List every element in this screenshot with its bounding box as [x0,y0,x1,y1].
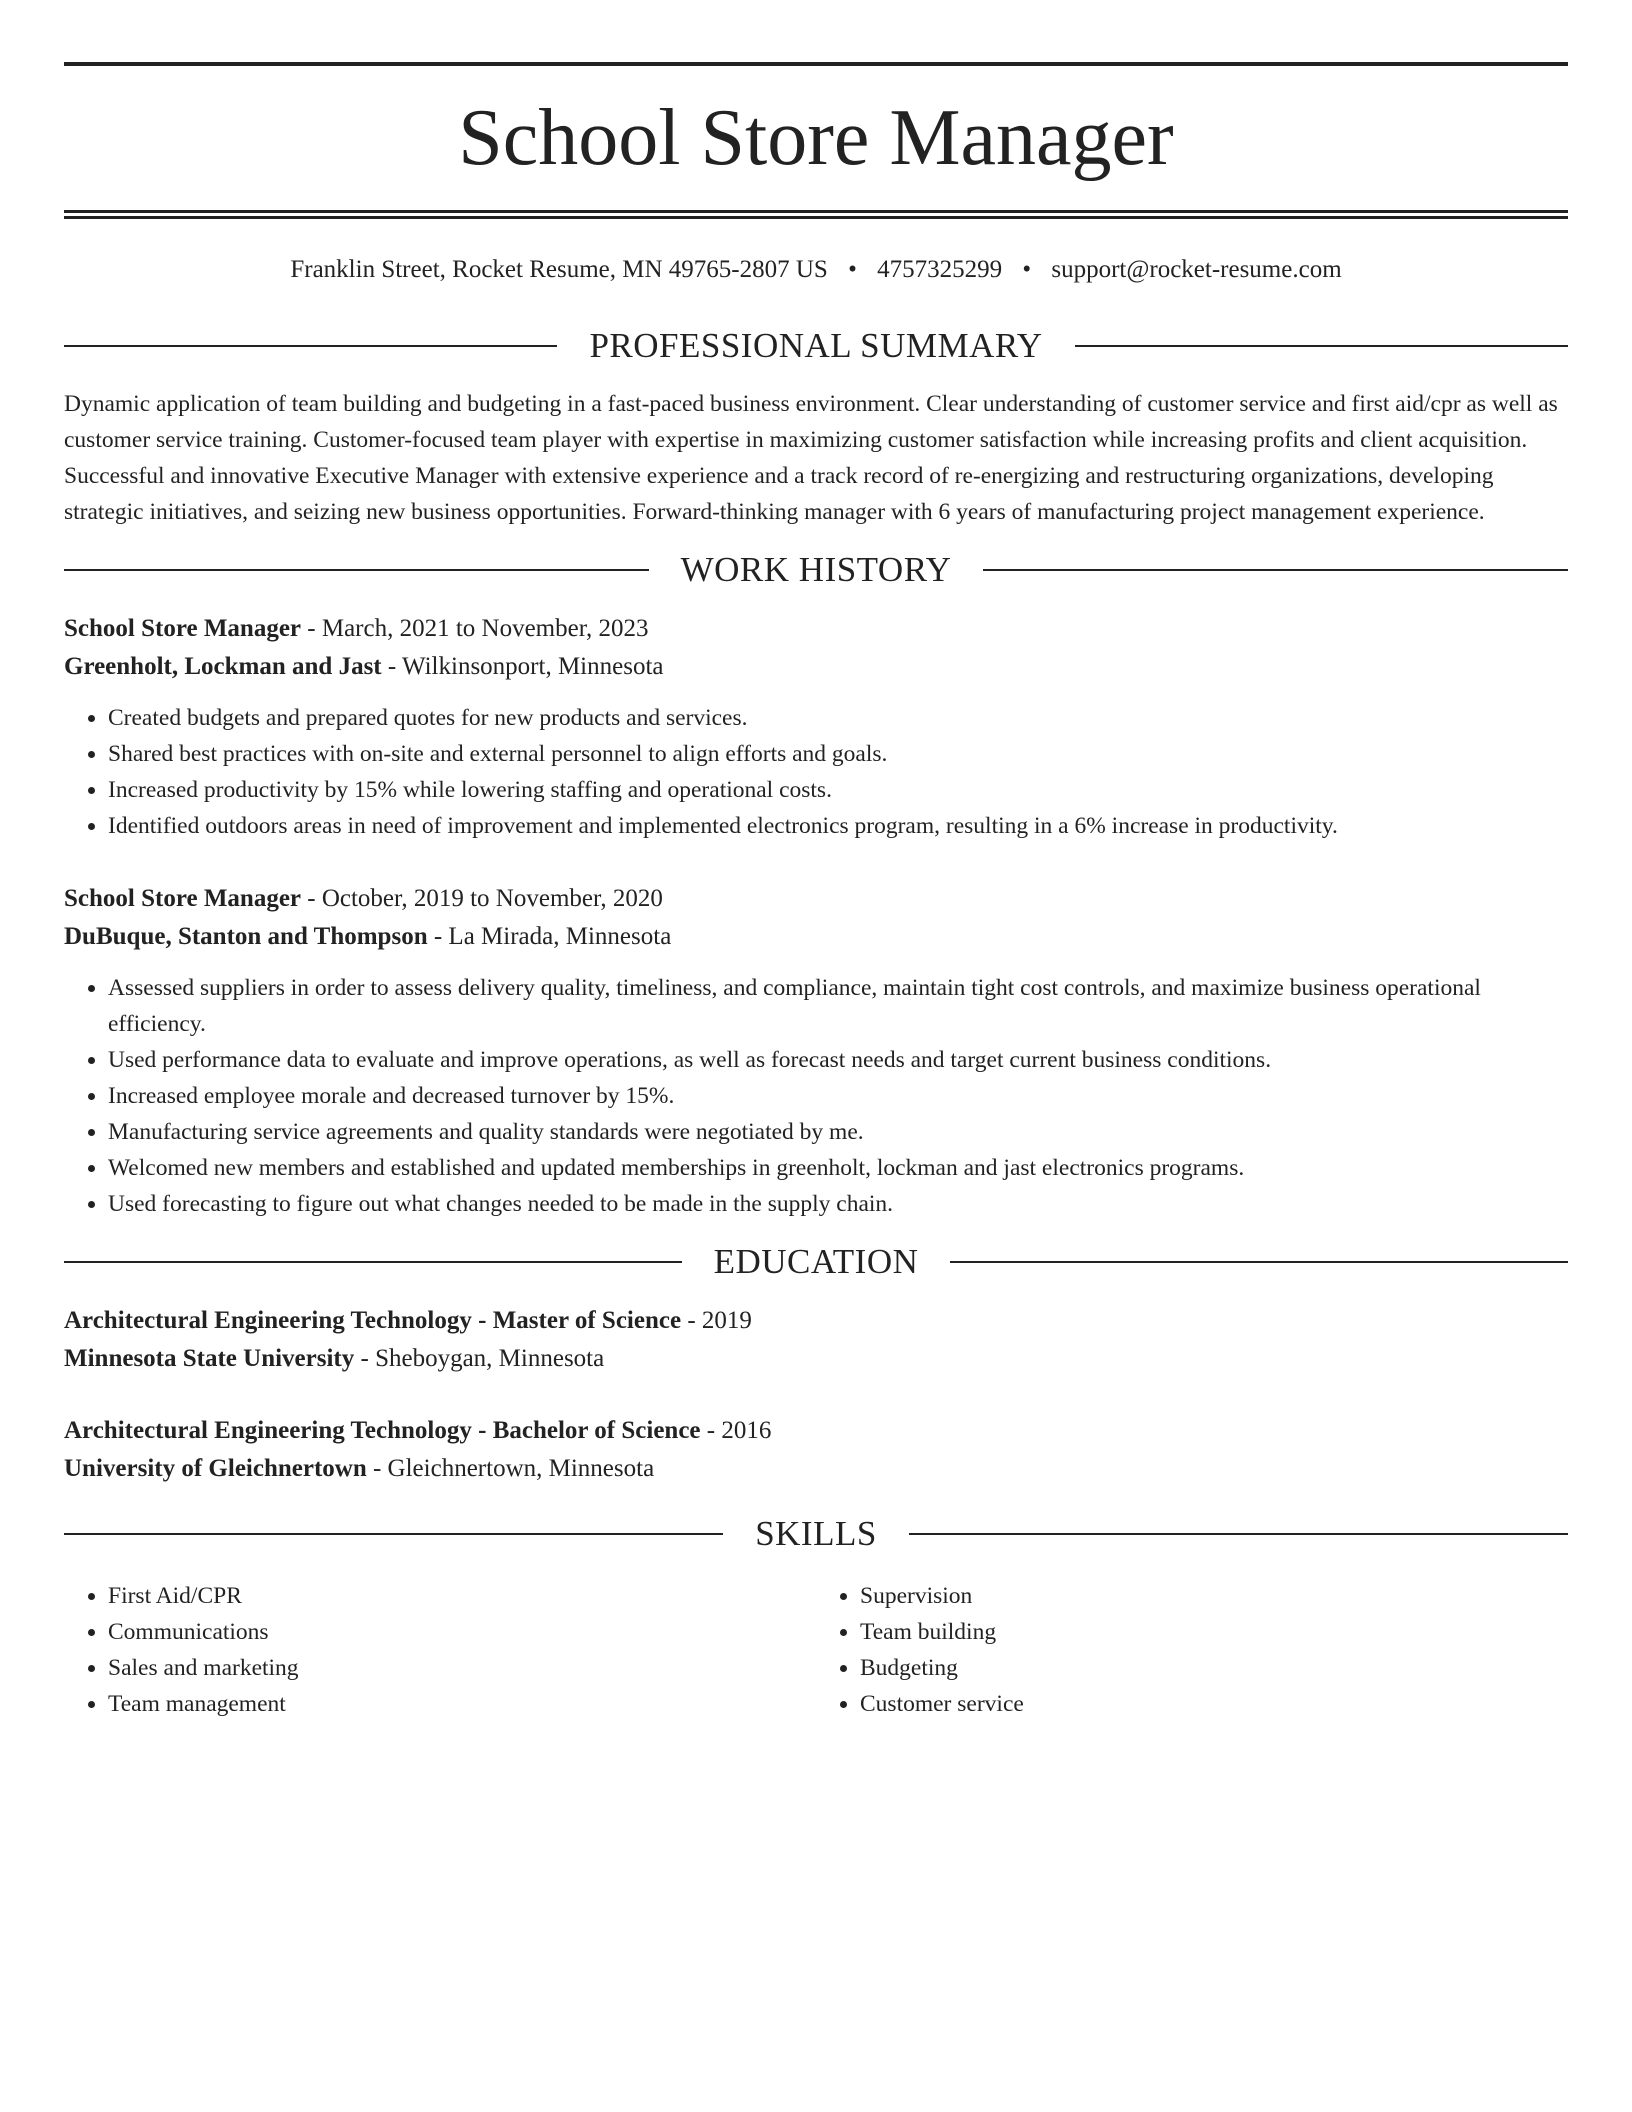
education-school-line [64,1450,1568,1488]
section-title: PROFESSIONAL SUMMARY [589,326,1043,365]
skills-grid [64,1578,1568,1722]
job-bullet: • Assessed suppliers in order to assess delivery quality, timeliness, and compliance, maintain tight cost controls, and maximize business operational efficiency. [108,970,1568,1042]
top-rule [64,62,1568,66]
job-bullets [64,700,1568,844]
section-title: SKILLS [755,1514,877,1553]
job-location: - La Mirada, Minnesota [427,923,672,950]
contact-address: Franklin Street, Rocket Resume, MN 49765-2807 US [290,256,828,283]
skill-item: • Team management [108,1686,816,1722]
heading-rule-left [64,1261,682,1263]
heading-rule-right [1075,345,1568,347]
job-company-line [64,918,1568,956]
title-double-rule [64,210,1568,219]
heading-rule-left [64,569,649,571]
skill-item: • Budgeting [860,1650,1568,1686]
job-bullet: • Used performance data to evaluate and improve operations, as well as forecast needs and target current business conditions. [108,1042,1568,1078]
job-bullet: • Increased employee morale and decreased turnover by 15%. [108,1078,1568,1114]
education-year: - 2016 [700,1417,772,1444]
page-title: School Store Manager [458,94,1174,182]
job-bullets [64,970,1568,1222]
section-heading-skills [64,1514,1568,1554]
skill-item: • Sales and marketing [108,1650,816,1686]
education-degree-line [64,1302,1568,1340]
education-location: - Sheboygan, Minnesota [354,1345,605,1372]
heading-rule-right [909,1533,1568,1535]
job-bullet: • Manufacturing service agreements and quality standards were negotiated by me. [108,1114,1568,1150]
education-location: - Gleichnertown, Minnesota [366,1455,655,1482]
job-bullet: • Increased productivity by 15% while lowering staffing and operational costs. [108,772,1568,808]
job-entry [64,880,1568,1222]
education-year: - 2019 [681,1307,752,1334]
resume-page [64,62,1568,1722]
job-bullet: • Welcomed new members and established and updated memberships in greenholt, lockman and jast electronics programs. [108,1150,1568,1186]
skill-item: • Customer service [860,1686,1568,1722]
section-heading-education [64,1242,1568,1282]
contact-phone: 4757325299 [877,256,1003,283]
heading-rule-left [64,345,557,347]
job-dates: - March, 2021 to November, 2023 [301,615,649,642]
job-bullet: • Used forecasting to figure out what changes needed to be made in the supply chain. [108,1186,1568,1222]
job-title-line [64,880,1568,918]
job-company: DuBuque, Stanton and Thompson [64,923,428,950]
job-dates: - October, 2019 to November, 2020 [301,885,663,912]
section-title: EDUCATION [713,1242,919,1281]
education-degree-line [64,1412,1568,1450]
job-company-line [64,648,1568,686]
skills-list-right [816,1578,1568,1722]
contact-separator: • [1022,256,1032,283]
job-title: School Store Manager [64,615,302,642]
education-degree: Architectural Engineering Technology - Bachelor of Science [64,1417,701,1444]
contact-line [64,252,1568,288]
job-entry [64,610,1568,844]
skills-list-left [64,1578,816,1722]
contact-separator: • [848,256,857,283]
job-company: Greenholt, Lockman and Jast [64,653,382,680]
skill-item: • Team building [860,1614,1568,1650]
education-school: Minnesota State University [64,1345,355,1372]
skill-item: • Supervision [860,1578,1568,1614]
skill-item: • Communications [108,1614,816,1650]
job-title-line [64,610,1568,648]
job-bullet: • Created budgets and prepared quotes for new products and services. [108,700,1568,736]
job-bullet: • Shared best practices with on-site and external personnel to align efforts and goals. [108,736,1568,772]
skill-item: • First Aid/CPR [108,1578,816,1614]
summary-text: Dynamic application of team building and budgeting in a fast-paced business environment. Clear understanding of customer service and first aid/cpr as well as customer service training. Customer-focused team player with expertise in maximizing customer satisfaction while increasing profits and client acquisition. Successful and innovative Executive Manager with extensive experience and a track record of re-energizing and restructuring organizations, developing strategic initiatives, and seizing new business opportunities. Forward-thinking manager with 6 years of manufacturing project management experience. [64,391,1558,525]
education-school: University of Gleichnertown [64,1455,367,1482]
job-location: - Wilkinsonport, Minnesota [381,653,664,680]
heading-rule-right [950,1261,1568,1263]
heading-rule-right [983,569,1568,571]
section-heading-work [64,550,1568,590]
education-school-line [64,1340,1568,1378]
job-title: School Store Manager [64,885,302,912]
job-bullet: • Identified outdoors areas in need of improvement and implemented electronics program, resulting in a 6% increase in productivity. [108,808,1568,844]
education-entry [64,1412,1568,1488]
section-title: WORK HISTORY [680,550,952,589]
contact-email: support@rocket-resume.com [1051,256,1342,283]
section-heading-summary [64,326,1568,366]
heading-rule-left [64,1533,723,1535]
education-degree: Architectural Engineering Technology - Master of Science [64,1307,682,1334]
education-entry [64,1302,1568,1378]
